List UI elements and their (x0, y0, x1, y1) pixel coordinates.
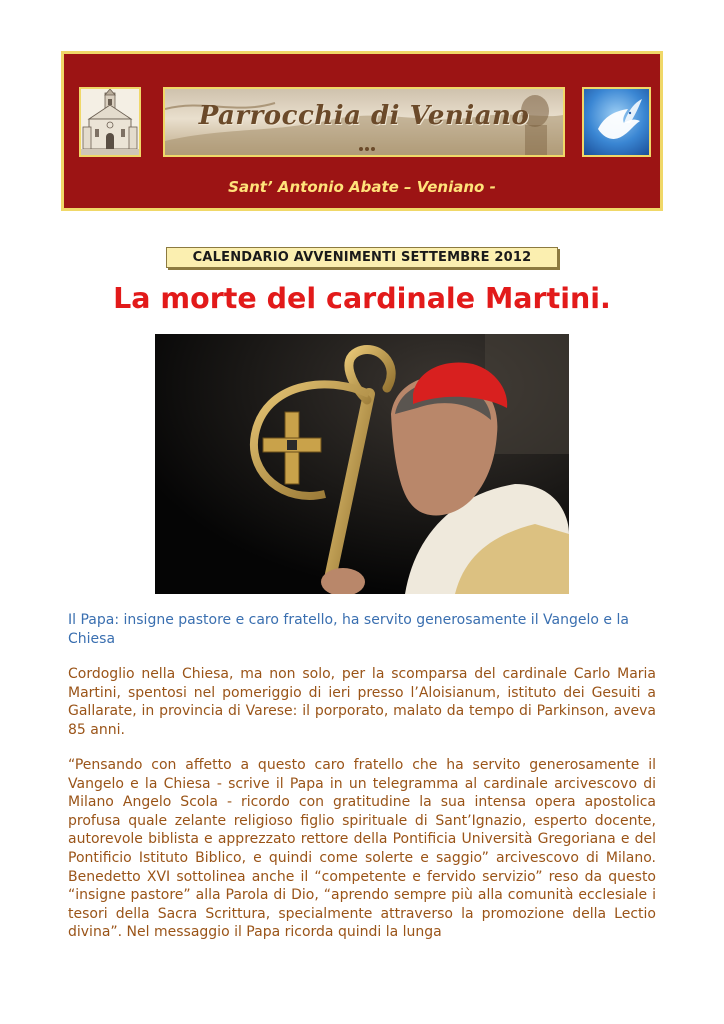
dove-icon (584, 89, 649, 155)
cardinal-portrait-icon (155, 334, 569, 594)
parish-header (61, 51, 663, 211)
article-paragraph-2: “Pensando con affetto a questo caro fratello che ha servito generosamente il Vangelo e la Chiesa - scrive il Papa in un telegramma al cardinale arcivescovo di Milano Angelo Scola - ricordo con gratitudine la sua intensa opera apostolica profusa quale zelante religioso figlio spirituale di Sant’Ignazio, esperto docente, autorevole biblista e apprezzato rettore della Pontificia Università Gregoriana e del Pontificio Istituto Biblico, e quindi come solerte e saggio” arcivescovo di Milano. Benedetto XVI sottolinea anche il “competente e fervido servizio” reso da questo “insigne pastore” alla Parola di Dio, “aprendo sempre più alla comunità ecclesiale i tesori della Sacra Scrittura, specialmente attraverso la promozione della Lectio divina”. Nel messaggio il Papa ricorda quindi la lunga (68, 757, 656, 941)
article-subtitle: Il Papa: insigne pastore e caro fratello, ha servito generosamente il Vangelo e la Chiesa (68, 612, 629, 647)
article-headline: La morte del cardinale Martini. (113, 282, 611, 315)
parish-tagline: Sant’ Antonio Abate – Veniano - (228, 178, 496, 196)
calendar-label: CALENDARIO AVVENIMENTI SETTEMBRE 2012 (166, 247, 558, 268)
dove-image (582, 87, 651, 157)
banner-title: Parrocchia di Veniano (198, 101, 530, 131)
parish-banner (163, 87, 565, 157)
article-paragraph-1: Cordoglio nella Chiesa, ma non solo, per la scomparsa del cardinale Carlo Maria Martini, spentosi nel pomeriggio di ieri presso l’Aloisianum, istituto dei Gesuiti a Gallarate, in provincia di Varese: il porporato, malato da tempo di Parkinson, aveva 85 anni. (68, 666, 656, 738)
church-image (79, 87, 141, 157)
cardinal-photo (155, 334, 569, 594)
church-icon (81, 89, 139, 155)
